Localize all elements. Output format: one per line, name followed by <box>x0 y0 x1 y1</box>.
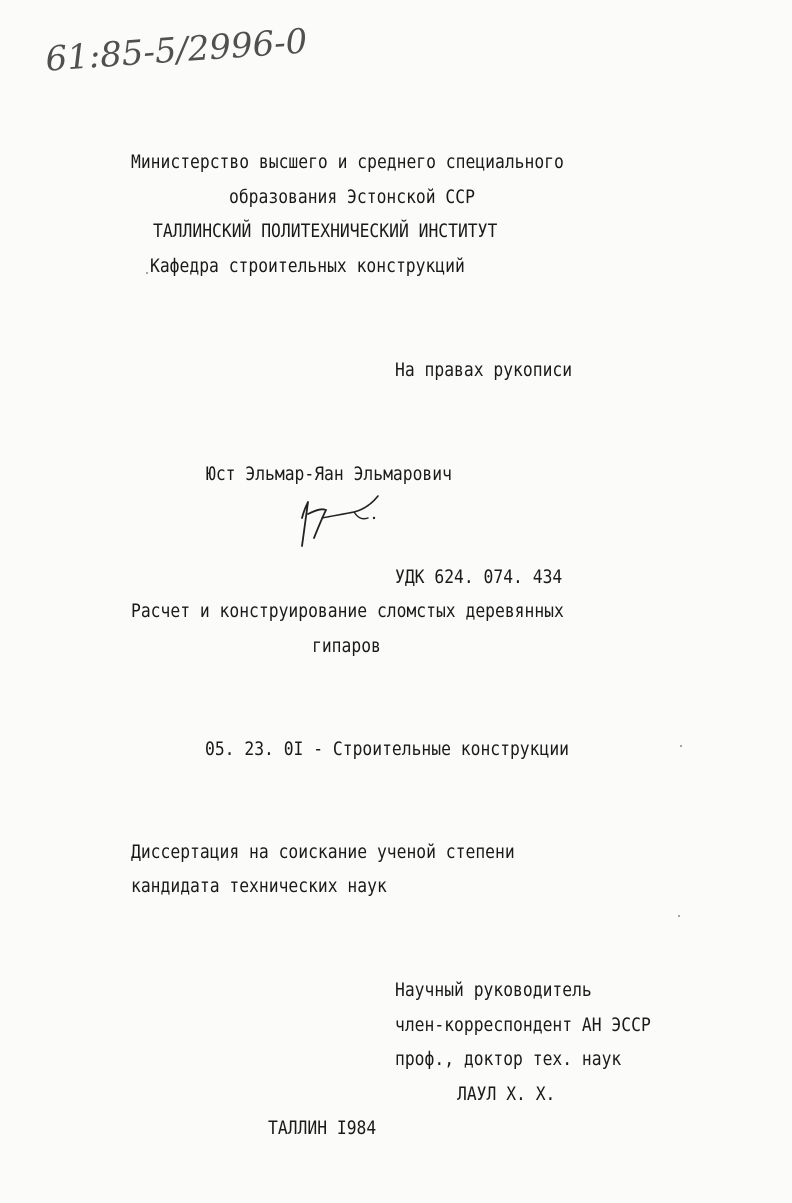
manuscript-note: На правах рукописи <box>395 359 573 381</box>
institute-name: ТАЛЛИНСКИЙ ПОЛИТЕХНИЧЕСКИЙ ИНСТИТУТ <box>153 220 498 242</box>
scan-speck <box>146 272 148 274</box>
ministry-line-2: образования Эстонской ССР <box>229 186 475 208</box>
city-year: ТАЛЛИН I984 <box>268 1117 377 1139</box>
thesis-title-line-1: Расчет и конструирование сломстых деревянных <box>131 600 564 622</box>
handwritten-catalog-code <box>42 12 309 92</box>
degree-line-1: Диссертация на соискание ученой степени <box>131 841 515 863</box>
supervisor-title-1: член-корреспондент АН ЭССР <box>395 1014 651 1036</box>
department-name: Кафедра строительных конструкций <box>150 255 465 277</box>
scan-speck <box>678 915 680 917</box>
degree-line-2: кандидата технических наук <box>131 875 387 897</box>
author-name: Юст Эльмар-Яан Эльмарович <box>206 463 452 485</box>
handwritten-code-text: 61:85-5/2996-0 <box>44 21 309 80</box>
scan-speck <box>680 745 682 747</box>
supervisor-title-2: проф., доктор тех. наук <box>395 1048 622 1070</box>
supervisor-role: Научный руководитель <box>395 979 592 1001</box>
udc-code: УДК 624. 074. 434 <box>395 566 563 588</box>
ministry-line-1: Министерство высшего и среднего специального <box>131 151 564 173</box>
supervisor-name: ЛАУЛ Х. Х. <box>457 1083 556 1105</box>
author-signature <box>292 488 396 556</box>
thesis-title-line-2: гипаров <box>312 635 381 657</box>
specialty-code: 05. 23. 0I - Строительные конструкции <box>205 738 569 760</box>
